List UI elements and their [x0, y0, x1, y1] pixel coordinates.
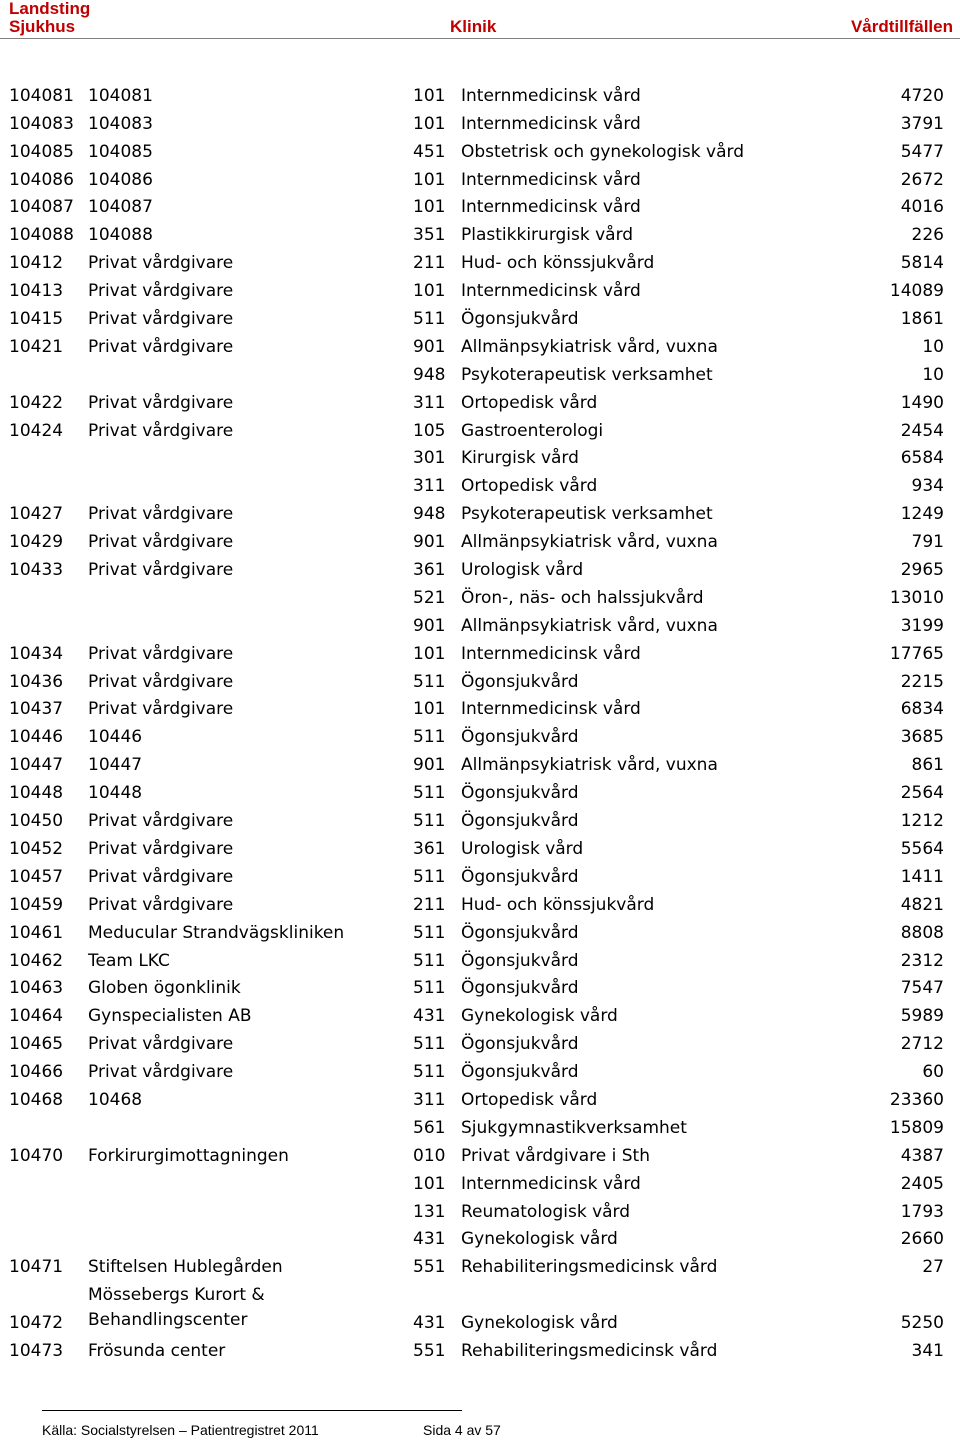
cell-klinik-name: Gynekologisk vård: [461, 1313, 618, 1334]
cell-klinik-code: 551: [413, 1257, 446, 1278]
cell-klinik-name: Internmedicinsk vård: [461, 169, 641, 190]
cell-vardtillfallen: 17765: [889, 643, 944, 664]
cell-klinik-name: Ögonsjukvård: [461, 1062, 579, 1083]
cell-sjukhus: Privat vårdgivare: [88, 894, 234, 915]
table-row: [0, 725, 960, 753]
table-row: [0, 391, 960, 419]
cell-landsting: 10461: [9, 922, 64, 943]
cell-vardtillfallen: 3199: [900, 615, 944, 636]
cell-klinik-code: 561: [413, 1117, 446, 1138]
cell-landsting: 10415: [9, 309, 64, 330]
table-row: [0, 419, 960, 447]
table-row: [0, 168, 960, 196]
table-row: [0, 949, 960, 977]
cell-vardtillfallen: 5814: [900, 253, 944, 274]
cell-landsting: 10465: [9, 1034, 64, 1055]
cell-sjukhus: Privat vårdgivare: [88, 281, 234, 302]
cell-klinik-code: 948: [413, 364, 446, 385]
cell-sjukhus-line: Behandlingscenter: [88, 1310, 248, 1331]
table-row: [0, 1255, 960, 1283]
cell-klinik-code: 101: [413, 643, 446, 664]
cell-klinik-name: Öron-, näs- och halssjukvård: [461, 587, 704, 608]
cell-klinik-name: Allmänpsykiatrisk vård, vuxna: [461, 532, 718, 553]
page-footer: [0, 1410, 960, 1442]
cell-landsting: 104086: [9, 169, 74, 190]
cell-klinik-code: 105: [413, 420, 446, 441]
cell-vardtillfallen: 934: [911, 476, 944, 497]
table-row: [0, 1116, 960, 1144]
cell-klinik-code: 301: [413, 448, 446, 469]
cell-klinik-code: 361: [413, 838, 446, 859]
cell-klinik-code: 511: [413, 866, 446, 887]
table-row: [0, 1228, 960, 1256]
cell-sjukhus: Privat vårdgivare: [88, 336, 234, 357]
header-divider: [0, 38, 960, 39]
cell-klinik-name: Internmedicinsk vård: [461, 197, 641, 218]
cell-sjukhus: 10448: [88, 783, 143, 804]
cell-vardtillfallen: 5477: [900, 141, 944, 162]
table-row: [0, 977, 960, 1005]
table-row: [0, 530, 960, 558]
cell-klinik-name: Rehabiliteringsmedicinsk vård: [461, 1340, 718, 1361]
cell-sjukhus: Privat vårdgivare: [88, 671, 234, 692]
table-row: [0, 1339, 960, 1367]
cell-sjukhus: Privat vårdgivare: [88, 1034, 234, 1055]
table-row: [0, 558, 960, 586]
cell-klinik-name: Rehabiliteringsmedicinsk vård: [461, 1257, 718, 1278]
cell-klinik-name: Ögonsjukvård: [461, 309, 579, 330]
cell-vardtillfallen: 5250: [900, 1313, 944, 1334]
cell-klinik-code: 901: [413, 755, 446, 776]
cell-klinik-code: 901: [413, 336, 446, 357]
cell-klinik-name: Ögonsjukvård: [461, 978, 579, 999]
cell-klinik-code: 511: [413, 783, 446, 804]
footer-page-number: Sida 4 av 57: [423, 1422, 501, 1438]
cell-klinik-code: 101: [413, 281, 446, 302]
cell-klinik-code: 010: [413, 1145, 446, 1166]
cell-klinik-code: 431: [413, 1313, 446, 1334]
cell-vardtillfallen: 2454: [900, 420, 944, 441]
column-header-landsting: Landsting: [9, 0, 91, 18]
table-row: [0, 251, 960, 279]
cell-vardtillfallen: 3685: [900, 727, 944, 748]
cell-klinik-name: Ortopedisk vård: [461, 392, 598, 413]
cell-landsting: 10412: [9, 253, 64, 274]
table-row: [0, 1004, 960, 1032]
table-row: [0, 586, 960, 614]
cell-klinik-name: Ögonsjukvård: [461, 783, 579, 804]
cell-vardtillfallen: 3791: [900, 113, 944, 134]
page-header: [0, 0, 960, 40]
table-row: [0, 1060, 960, 1088]
table-row: [0, 614, 960, 642]
cell-klinik-code: 551: [413, 1340, 446, 1361]
cell-klinik-name: Hud- och könssjukvård: [461, 253, 655, 274]
cell-klinik-code: 361: [413, 560, 446, 581]
cell-sjukhus: Gynspecialisten AB: [88, 1006, 252, 1027]
cell-sjukhus: Privat vårdgivare: [88, 532, 234, 553]
cell-klinik-code: 311: [413, 1089, 446, 1110]
cell-landsting: 10447: [9, 755, 64, 776]
table-row: [0, 753, 960, 781]
cell-vardtillfallen: 1249: [900, 504, 944, 525]
cell-vardtillfallen: 4016: [900, 197, 944, 218]
cell-sjukhus: Stiftelsen Hublegården: [88, 1257, 283, 1278]
cell-vardtillfallen: 23360: [889, 1089, 944, 1110]
cell-klinik-code: 511: [413, 978, 446, 999]
cell-landsting: 10459: [9, 894, 64, 915]
cell-vardtillfallen: 6584: [900, 448, 944, 469]
cell-sjukhus: 104085: [88, 141, 153, 162]
cell-klinik-code: 511: [413, 1062, 446, 1083]
column-header-klinik: Klinik: [450, 17, 497, 36]
cell-vardtillfallen: 7547: [900, 978, 944, 999]
table-row: [0, 642, 960, 670]
cell-klinik-name: Psykoterapeutisk verksamhet: [461, 364, 713, 385]
cell-vardtillfallen: 341: [911, 1340, 944, 1361]
cell-sjukhus: Privat vårdgivare: [88, 1062, 234, 1083]
cell-landsting: 10473: [9, 1340, 64, 1361]
cell-vardtillfallen: 1793: [900, 1201, 944, 1222]
cell-landsting: 104085: [9, 141, 74, 162]
cell-klinik-code: 211: [413, 253, 446, 274]
cell-klinik-name: Reumatologisk vård: [461, 1201, 631, 1222]
cell-landsting: 10436: [9, 671, 64, 692]
cell-klinik-code: 311: [413, 392, 446, 413]
cell-sjukhus: 10446: [88, 727, 143, 748]
cell-sjukhus: Privat vårdgivare: [88, 253, 234, 274]
cell-vardtillfallen: 791: [911, 532, 944, 553]
cell-landsting: 104087: [9, 197, 74, 218]
cell-klinik-name: Urologisk vård: [461, 560, 584, 581]
cell-landsting: 10462: [9, 950, 64, 971]
cell-sjukhus: Privat vårdgivare: [88, 392, 234, 413]
cell-klinik-name: Ögonsjukvård: [461, 811, 579, 832]
cell-sjukhus: Meducular Strandvägskliniken: [88, 922, 345, 943]
cell-vardtillfallen: 861: [911, 755, 944, 776]
cell-vardtillfallen: 2660: [900, 1229, 944, 1250]
cell-vardtillfallen: 1411: [900, 866, 944, 887]
cell-landsting: 10424: [9, 420, 64, 441]
table-row: [0, 809, 960, 837]
table-row: [0, 1088, 960, 1116]
cell-vardtillfallen: 1490: [900, 392, 944, 413]
cell-klinik-name: Kirurgisk vård: [461, 448, 579, 469]
cell-vardtillfallen: 10: [922, 336, 944, 357]
cell-landsting: 10433: [9, 560, 64, 581]
cell-vardtillfallen: 2312: [900, 950, 944, 971]
cell-klinik-name: Gynekologisk vård: [461, 1229, 618, 1250]
cell-klinik-code: 511: [413, 1034, 446, 1055]
table-row: [0, 112, 960, 140]
cell-sjukhus: Privat vårdgivare: [88, 838, 234, 859]
cell-vardtillfallen: 6834: [900, 699, 944, 720]
cell-klinik-name: Plastikkirurgisk vård: [461, 225, 634, 246]
cell-landsting: 10457: [9, 866, 64, 887]
cell-sjukhus: Globen ögonklinik: [88, 978, 241, 999]
cell-landsting: 10434: [9, 643, 64, 664]
table-row: [0, 279, 960, 307]
cell-landsting: 104083: [9, 113, 74, 134]
table-row: [0, 140, 960, 168]
table-row: [0, 363, 960, 391]
cell-klinik-code: 101: [413, 197, 446, 218]
cell-sjukhus: Privat vårdgivare: [88, 504, 234, 525]
cell-vardtillfallen: 14089: [889, 281, 944, 302]
cell-sjukhus: 10468: [88, 1089, 143, 1110]
cell-landsting: 10464: [9, 1006, 64, 1027]
cell-sjukhus-line: Mössebergs Kurort &: [88, 1285, 265, 1306]
cell-sjukhus: 104087: [88, 197, 153, 218]
cell-klinik-name: Internmedicinsk vård: [461, 643, 641, 664]
cell-klinik-name: Allmänpsykiatrisk vård, vuxna: [461, 755, 718, 776]
cell-landsting: 10446: [9, 727, 64, 748]
cell-klinik-code: 101: [413, 113, 446, 134]
cell-klinik-code: 511: [413, 811, 446, 832]
cell-landsting: 10422: [9, 392, 64, 413]
cell-klinik-code: 901: [413, 615, 446, 636]
cell-sjukhus: 104086: [88, 169, 153, 190]
cell-klinik-name: Ortopedisk vård: [461, 1089, 598, 1110]
table-row: [0, 447, 960, 475]
cell-klinik-name: Ögonsjukvård: [461, 866, 579, 887]
cell-sjukhus: Frösunda center: [88, 1340, 226, 1361]
cell-vardtillfallen: 60: [922, 1062, 944, 1083]
cell-sjukhus: 10447: [88, 755, 143, 776]
cell-klinik-name: Ortopedisk vård: [461, 476, 598, 497]
table-row: [0, 335, 960, 363]
table-row: [0, 474, 960, 502]
cell-klinik-code: 901: [413, 532, 446, 553]
cell-vardtillfallen: 2712: [900, 1034, 944, 1055]
cell-landsting: 10463: [9, 978, 64, 999]
cell-klinik-code: 101: [413, 699, 446, 720]
cell-vardtillfallen: 5564: [900, 838, 944, 859]
table-row: [0, 865, 960, 893]
cell-klinik-code: 511: [413, 950, 446, 971]
table-row: [0, 84, 960, 112]
cell-klinik-code: 511: [413, 922, 446, 943]
cell-landsting: 10468: [9, 1089, 64, 1110]
cell-sjukhus: Privat vårdgivare: [88, 420, 234, 441]
cell-klinik-name: Internmedicinsk vård: [461, 699, 641, 720]
cell-landsting: 10421: [9, 336, 64, 357]
cell-vardtillfallen: 2564: [900, 783, 944, 804]
cell-landsting: 10452: [9, 838, 64, 859]
cell-klinik-code: 311: [413, 476, 446, 497]
cell-klinik-code: 521: [413, 587, 446, 608]
cell-klinik-code: 211: [413, 894, 446, 915]
cell-sjukhus: Team LKC: [88, 950, 170, 971]
table-row: [0, 1144, 960, 1172]
cell-landsting: 10471: [9, 1257, 64, 1278]
table-row: [0, 698, 960, 726]
cell-klinik-code: 511: [413, 309, 446, 330]
table-row: [0, 893, 960, 921]
footer-source: Källa: Socialstyrelsen – Patientregistret 2011: [42, 1422, 319, 1438]
cell-klinik-name: Psykoterapeutisk verksamhet: [461, 504, 713, 525]
cell-vardtillfallen: 15809: [889, 1117, 944, 1138]
cell-vardtillfallen: 4821: [900, 894, 944, 915]
cell-klinik-name: Hud- och könssjukvård: [461, 894, 655, 915]
cell-vardtillfallen: 5989: [900, 1006, 944, 1027]
footer-divider: [42, 1410, 462, 1411]
cell-klinik-code: 101: [413, 169, 446, 190]
table-row: [0, 1200, 960, 1228]
cell-klinik-name: Urologisk vård: [461, 838, 584, 859]
cell-klinik-name: Ögonsjukvård: [461, 922, 579, 943]
cell-landsting: 10448: [9, 783, 64, 804]
cell-klinik-name: Ögonsjukvård: [461, 1034, 579, 1055]
cell-vardtillfallen: 2215: [900, 671, 944, 692]
cell-sjukhus: Privat vårdgivare: [88, 560, 234, 581]
cell-klinik-name: Internmedicinsk vård: [461, 85, 641, 106]
cell-landsting: 10429: [9, 532, 64, 553]
cell-klinik-name: Sjukgymnastikverksamhet: [461, 1117, 687, 1138]
cell-klinik-name: Privat vårdgivare i Sth: [461, 1145, 651, 1166]
table-row: [0, 781, 960, 809]
table-row: [0, 502, 960, 530]
table-row: [0, 670, 960, 698]
cell-klinik-code: 351: [413, 225, 446, 246]
cell-klinik-name: Internmedicinsk vård: [461, 113, 641, 134]
column-header-vardtillfallen: Vårdtillfällen: [850, 17, 953, 36]
cell-vardtillfallen: 2672: [900, 169, 944, 190]
cell-vardtillfallen: 2965: [900, 560, 944, 581]
cell-vardtillfallen: 13010: [889, 587, 944, 608]
cell-klinik-code: 101: [413, 85, 446, 106]
table-row: [0, 837, 960, 865]
cell-klinik-code: 511: [413, 671, 446, 692]
cell-klinik-code: 948: [413, 504, 446, 525]
cell-klinik-name: Internmedicinsk vård: [461, 1173, 641, 1194]
cell-sjukhus: Privat vårdgivare: [88, 309, 234, 330]
data-table: [0, 84, 960, 1367]
cell-vardtillfallen: 8808: [900, 922, 944, 943]
cell-sjukhus: [88, 1283, 265, 1333]
table-row: [0, 307, 960, 335]
cell-sjukhus: Privat vårdgivare: [88, 699, 234, 720]
cell-landsting: 10470: [9, 1145, 64, 1166]
cell-klinik-name: Gynekologisk vård: [461, 1006, 618, 1027]
cell-landsting: 10437: [9, 699, 64, 720]
cell-vardtillfallen: 10: [922, 364, 944, 385]
cell-landsting: 104081: [9, 85, 74, 106]
cell-klinik-name: Ögonsjukvård: [461, 727, 579, 748]
table-row: [0, 921, 960, 949]
cell-vardtillfallen: 2405: [900, 1173, 944, 1194]
cell-sjukhus: Privat vårdgivare: [88, 866, 234, 887]
column-header-sjukhus: Sjukhus: [9, 17, 76, 36]
table-row: [0, 196, 960, 224]
cell-landsting: 10466: [9, 1062, 64, 1083]
cell-klinik-code: 101: [413, 1173, 446, 1194]
cell-landsting: 10450: [9, 811, 64, 832]
cell-vardtillfallen: 27: [922, 1257, 944, 1278]
cell-klinik-name: Internmedicinsk vård: [461, 281, 641, 302]
cell-sjukhus: Privat vårdgivare: [88, 811, 234, 832]
cell-vardtillfallen: 226: [911, 225, 944, 246]
cell-klinik-code: 131: [413, 1201, 446, 1222]
table-row: [0, 1283, 960, 1339]
cell-klinik-name: Ögonsjukvård: [461, 950, 579, 971]
cell-sjukhus: 104081: [88, 85, 153, 106]
cell-landsting: 104088: [9, 225, 74, 246]
cell-klinik-name: Gastroenterologi: [461, 420, 604, 441]
cell-vardtillfallen: 1861: [900, 309, 944, 330]
cell-landsting: 10413: [9, 281, 64, 302]
cell-klinik-code: 511: [413, 727, 446, 748]
cell-klinik-code: 451: [413, 141, 446, 162]
cell-sjukhus: Privat vårdgivare: [88, 643, 234, 664]
cell-sjukhus: 104088: [88, 225, 153, 246]
table-row: [0, 223, 960, 251]
cell-klinik-code: 431: [413, 1229, 446, 1250]
cell-landsting: 10427: [9, 504, 64, 525]
cell-klinik-name: Obstetrisk och gynekologisk vård: [461, 141, 744, 162]
cell-klinik-name: Ögonsjukvård: [461, 671, 579, 692]
cell-sjukhus: 104083: [88, 113, 153, 134]
cell-klinik-code: 431: [413, 1006, 446, 1027]
cell-vardtillfallen: 4387: [900, 1145, 944, 1166]
cell-vardtillfallen: 1212: [900, 811, 944, 832]
cell-klinik-name: Allmänpsykiatrisk vård, vuxna: [461, 615, 718, 636]
cell-klinik-name: Allmänpsykiatrisk vård, vuxna: [461, 336, 718, 357]
table-row: [0, 1172, 960, 1200]
cell-sjukhus: Forkirurgimottagningen: [88, 1145, 289, 1166]
table-row: [0, 1032, 960, 1060]
cell-landsting: 10472: [9, 1313, 64, 1334]
cell-vardtillfallen: 4720: [900, 85, 944, 106]
